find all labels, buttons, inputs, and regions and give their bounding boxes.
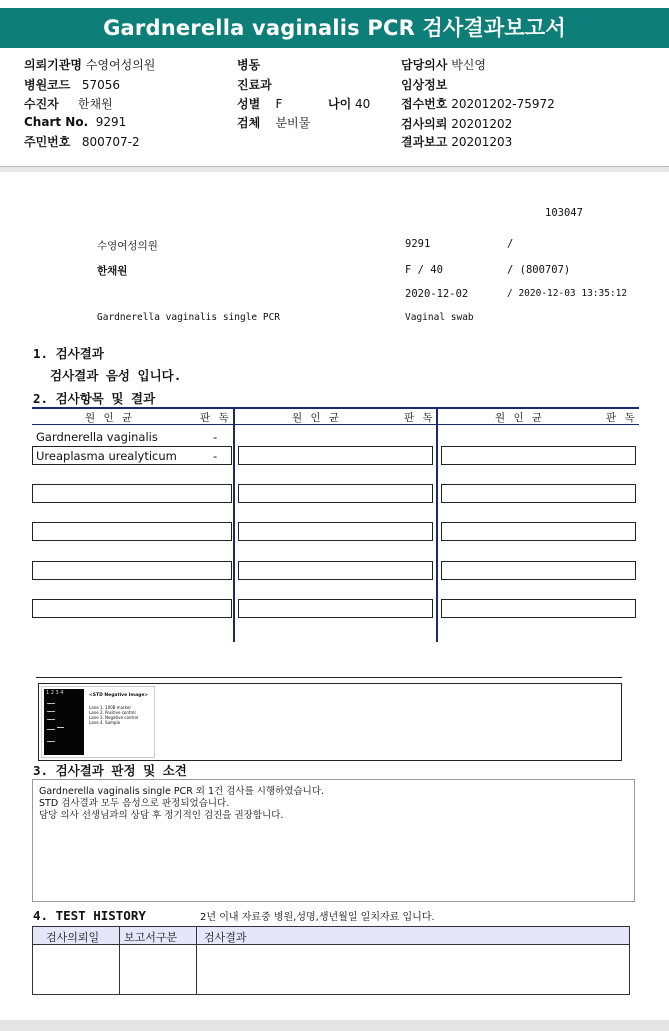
result-cell [238,599,433,618]
col-header-result: 판 독 [200,412,230,424]
result-cell [441,446,636,465]
history-col-result: 검사결과 [204,931,247,944]
result-row-name: Gardnerella vaginalis [36,430,158,444]
result-cell [32,599,232,618]
report-title: Gardnerella vaginalis PCR 검사결과보고서 [0,8,669,48]
section1-heading: 1. 검사결과 [33,346,104,361]
result-cell [32,561,232,580]
gel-band [57,727,64,728]
info-specimen: Vaginal swab [405,312,474,323]
history-note: 2년 이내 자료중 병원,성명,생년월일 일치자료 입니다. [200,912,435,923]
col-header-pathogen: 원 인 균 [495,412,544,424]
result-cell [441,484,636,503]
history-col-request-date: 검사의뢰일 [46,931,100,944]
info-patient: 한채원 [97,265,128,277]
gel-title: <STD Negative Image> [89,693,149,698]
result-row-value: - [213,449,218,463]
info-received: 2020-12-02 [405,288,469,300]
patient-field: 수진자 한채원 [24,97,113,111]
result-cell [238,522,433,541]
gel-lane-numbers: 1 2 3 4 [46,690,64,696]
gel-band [47,729,55,730]
section4-heading: 4. TEST HISTORY [33,908,146,923]
info-chart: 9291 [405,238,431,250]
table-col-divider [233,407,235,642]
gel-legend: Lane 1. 100B marker Lane 2. Positive control Lane 3. Negative control Lane 4. Sample [89,705,139,725]
col-header-pathogen: 원 인 균 [292,412,341,424]
info-test-name: Gardnerella vaginalis single PCR [97,312,281,323]
result-cell [238,484,433,503]
result-cell [441,522,636,541]
gel-band [47,711,55,712]
chart-no-field: Chart No. 9291 [24,115,127,129]
header-divider [0,168,669,172]
institution-field: 의뢰기관명 수영여성의원 [24,58,156,72]
col-header-result: 판 독 [404,412,434,424]
opinion-line: Gardnerella vaginalis single PCR 외 1건 검사를 시행하였습니다. [39,786,325,797]
col-header-result: 판 독 [606,412,636,424]
resident-no-field: 주민번호 800707-2 [24,135,140,149]
result-row-name: Ureaplasma urealyticum [36,449,177,463]
table-top-rule [32,407,639,409]
divider-line [36,677,622,678]
info-institution: 수영여성의원 [97,240,158,252]
section2-heading: 2. 검사항목 및 결과 [33,391,156,406]
result-row-value: - [213,430,218,444]
specimen-field: 검체 분비물 [237,116,311,130]
result-cell [238,446,433,465]
page-bottom-band [0,1020,669,1031]
result-cell [441,599,636,618]
info-resident: / (800707) [507,264,571,276]
history-col-divider [119,926,120,995]
result-cell [32,522,232,541]
age-field: 나이 40 [328,97,371,111]
hospital-code-field: 병원코드 57056 [24,78,121,92]
info-sex-age: F / 40 [405,264,443,276]
history-body [32,943,630,995]
result-cell [441,561,636,580]
request-date-field: 검사의뢰 20201202 [401,117,513,131]
opinion-line: STD 검사결과 모두 음성으로 판정되었습니다. [39,798,230,809]
gel-image [41,686,155,758]
clinical-info-field: 임상정보 [401,78,448,92]
sex-field: 성별 F [237,97,283,111]
section3-heading: 3. 검사결과 판정 및 소견 [33,763,187,778]
department-field: 진료과 [237,78,272,92]
table-col-divider [436,407,438,642]
ward-field: 병동 [237,58,261,72]
gel-band [47,719,55,720]
opinion-line: 담당 의사 선생님과의 상담 후 정기적인 검진을 권장합니다. [39,810,284,821]
history-col-report-type: 보고서구분 [124,931,178,944]
result-cell [32,484,232,503]
gel-band [47,703,55,704]
gel-band [47,741,55,742]
section1-result-text: 검사결과 음성 입니다. [50,368,182,383]
gel-lanes [44,689,84,755]
info-slash: / [507,238,514,250]
history-col-divider [196,926,197,995]
result-cell [238,561,433,580]
col-header-pathogen: 원 인 균 [85,412,134,424]
info-reported: / 2020-12-03 13:35:12 [507,288,628,299]
doctor-field: 담당의사 박신영 [401,58,486,72]
receipt-no-field: 접수번호 20201202-75972 [401,97,555,111]
report-date-field: 결과보고 20201203 [401,135,513,149]
report-id: 103047 [545,207,583,219]
